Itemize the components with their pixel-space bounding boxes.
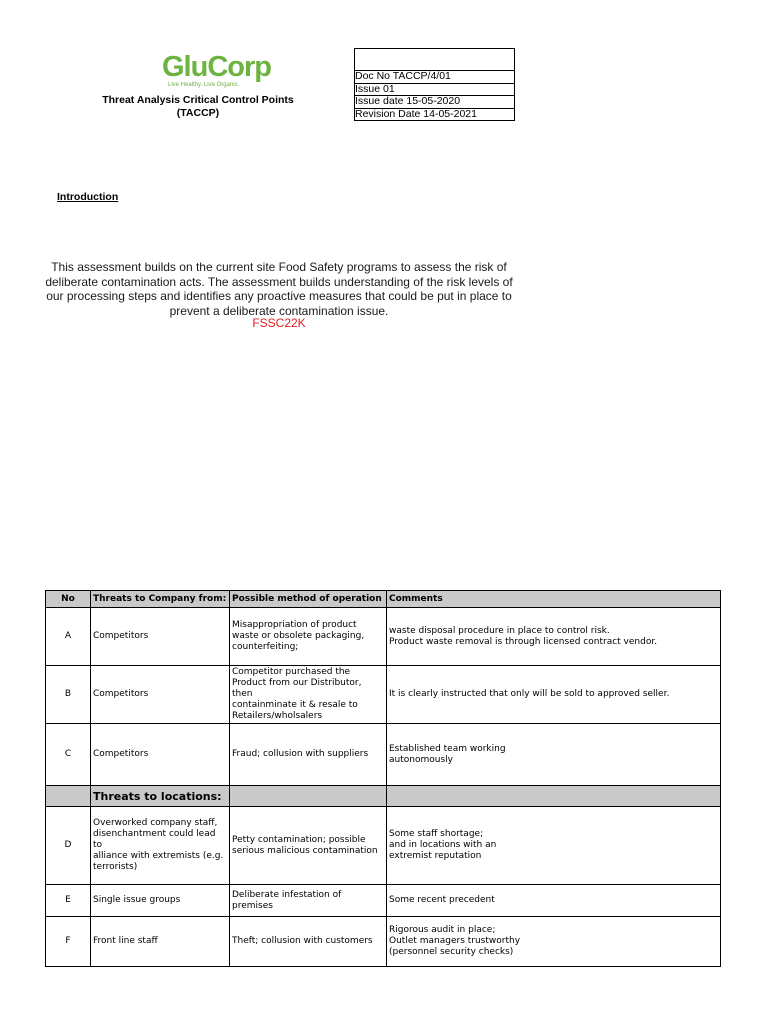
introduction-heading: Introduction — [57, 191, 119, 203]
comment-line: Some recent precedent — [389, 895, 495, 905]
introduction-paragraph: This assessment builds on the current site Food Safety programs to assess the risk of deliberate contamination acts. The assessment builds understanding of the risk levels of our processing steps and identifies any proactive measures that could be put in place to prevent a deliberate contamination issue. — [45, 260, 513, 318]
comment-line: Rigorous audit in place; — [389, 925, 496, 935]
row-comments — [387, 666, 721, 724]
table-row — [46, 608, 721, 666]
table-row — [46, 666, 721, 724]
comment-line: waste disposal procedure in place to control risk. — [389, 625, 610, 636]
document-title-line1: Threat Analysis Critical Control Points — [102, 94, 294, 106]
section-empty-cell — [387, 786, 721, 807]
row-no: A — [46, 608, 91, 666]
document-title-line2: (TACCP) — [176, 107, 220, 119]
document-control-box — [354, 48, 515, 121]
method-line: containminate it & resale to — [232, 700, 358, 710]
method-line: Fraud; collusion with suppliers — [232, 749, 369, 759]
comment-line: Outlet managers trustworthy — [389, 936, 521, 946]
method-line: counterfeiting; — [232, 642, 299, 652]
comment-line: autonomously — [389, 754, 453, 765]
document-title — [80, 94, 316, 120]
method-line: Competitor purchased the — [232, 667, 351, 677]
row-method — [230, 807, 387, 885]
method-line: Deliberate infestation of premises — [232, 889, 342, 911]
row-no: C — [46, 724, 91, 786]
row-method — [230, 724, 387, 786]
row-no: F — [46, 917, 91, 967]
doc-control-spacer — [355, 49, 514, 70]
table-row — [46, 807, 721, 885]
logo-tagline: Live Healthy. Live Organic. — [168, 82, 240, 88]
method-line: Theft; collusion with customers — [232, 936, 373, 946]
header-no: No — [46, 591, 91, 608]
row-method — [230, 885, 387, 917]
section-empty-cell — [230, 786, 387, 807]
company-logo — [162, 52, 272, 92]
row-no: B — [46, 666, 91, 724]
row-threat: Competitors — [91, 666, 230, 724]
threat-line: Single issue groups — [93, 895, 181, 905]
row-method — [230, 917, 387, 967]
row-threat — [91, 885, 230, 917]
section-title: Threats to locations: — [91, 786, 230, 807]
threat-line: terrorists) — [93, 862, 138, 872]
section-no-cell — [46, 786, 91, 807]
standard-note: FSSC22K — [252, 316, 306, 330]
row-comments — [387, 885, 721, 917]
doc-number: Doc No TACCP/4/01 — [355, 70, 514, 83]
comment-line: Established team working — [389, 743, 506, 754]
method-line: Misappropriation of product — [232, 620, 357, 630]
table-row — [46, 724, 721, 786]
method-line: serious malicious contamination — [232, 845, 378, 856]
table-row — [46, 917, 721, 967]
threats-table — [45, 590, 721, 967]
method-line: Petty contamination; possible — [232, 834, 366, 845]
method-line: Retailers/wholsalers — [232, 711, 323, 721]
row-method — [230, 608, 387, 666]
comment-line: Some staff shortage; — [389, 829, 484, 839]
method-line: Product from our Distributor, then — [232, 678, 362, 699]
comment-line: and in locations with an — [389, 840, 497, 850]
threat-line: alliance with extremists (e.g. — [93, 851, 224, 861]
issue-date: Issue date 15-05-2020 — [355, 95, 514, 108]
header-threats: Threats to Company from: — [91, 591, 230, 608]
row-comments — [387, 724, 721, 786]
comment-line: It is clearly instructed that only will be sold to approved seller. — [389, 689, 670, 699]
row-comments — [387, 807, 721, 885]
row-threat — [91, 807, 230, 885]
method-line: waste or obsolete packaging, — [232, 631, 365, 641]
row-threat: Competitors — [91, 608, 230, 666]
logo-wordmark: GluCorp — [162, 51, 271, 83]
issue-number: Issue 01 — [355, 83, 514, 96]
table-header-row — [46, 591, 721, 608]
row-threat: Competitors — [91, 724, 230, 786]
comment-line: Product waste removal is through licensed contract vendor. — [389, 636, 658, 647]
row-comments — [387, 608, 721, 666]
row-no: D — [46, 807, 91, 885]
threat-line: Front line staff — [93, 936, 158, 946]
row-threat — [91, 917, 230, 967]
header-method: Possible method of operation — [230, 591, 387, 608]
section-header-row — [46, 786, 721, 807]
row-method — [230, 666, 387, 724]
row-comments — [387, 917, 721, 967]
comment-line: extremist reputation — [389, 851, 482, 861]
table-row — [46, 885, 721, 917]
header-comments: Comments — [387, 591, 721, 608]
threat-line: Overworked company staff, — [93, 818, 218, 828]
revision-date: Revision Date 14-05-2021 — [355, 108, 514, 121]
threat-line: disenchantment could lead to — [93, 829, 216, 850]
comment-line: (personnel security checks) — [389, 947, 514, 957]
row-no: E — [46, 885, 91, 917]
